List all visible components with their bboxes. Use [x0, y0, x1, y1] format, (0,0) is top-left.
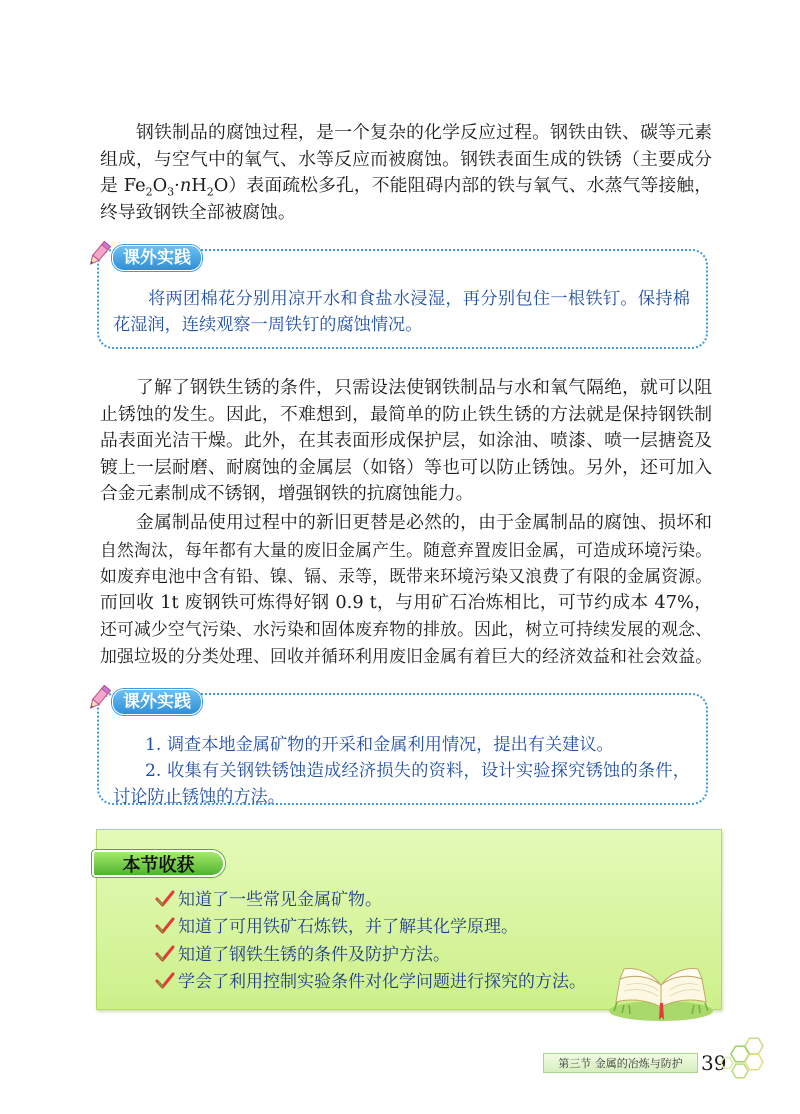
summary-item-text: 学会了利用控制实验条件对化学问题进行探究的方法。	[178, 972, 586, 992]
summary-item	[155, 887, 382, 913]
practice-label-1: 课外实践	[112, 245, 202, 271]
paragraph-3-line: 如废弃电池中含有铅、镍、镉、汞等，既带来环境污染又浪费了有限的金属资源。	[100, 566, 712, 586]
paragraph-2-line: 了解了钢铁生锈的条件，只需设法使钢铁制品与水和氧气隔绝，就可以阻	[136, 377, 712, 398]
practice-1-line: 将两团棉花分别用凉开水和食盐水浸湿，再分别包住一根铁钉。保持棉	[148, 289, 690, 309]
formula-prefix: 是	[100, 175, 124, 196]
check-icon	[155, 917, 175, 935]
footer-section-title: 第三节 金属的冶炼与防护	[543, 1053, 698, 1073]
pencil-icon	[84, 684, 114, 712]
check-icon	[155, 945, 175, 963]
paragraph-1-line: 组成，与空气中的氧气、水等反应而被腐蚀。钢铁表面生成的铁锈（主要成分	[100, 148, 712, 170]
summary-label: 本节收获	[92, 850, 225, 877]
paragraph-3-line: 而回收 1t 废钢铁可炼得好钢 0.9 t，与用矿石冶炼相比，可节约成本 47%，	[100, 591, 712, 613]
summary-item	[155, 914, 518, 940]
paragraph-3-line: 还可减少空气污染、水污染和固体废弃物的排放。因此，树立可持续发展的观念、	[100, 619, 712, 639]
paragraph-2-line: 品表面光洁干燥。此外，在其表面形成保护层，如涂油、喷漆、喷一层搪瓷及	[100, 430, 712, 451]
rust-formula: $Fe_2O_3\cdot nH_2O$	[123, 175, 229, 199]
check-icon	[155, 972, 175, 990]
summary-item-text: 知道了一些常见金属矿物。	[178, 890, 382, 910]
page-number: 39	[701, 1051, 727, 1075]
practice-1-line: 花湿润，连续观察一周铁钉的腐蚀情况。	[113, 315, 423, 335]
summary-item-text: 知道了可用铁矿石炼铁，并了解其化学原理。	[178, 917, 518, 937]
paragraph-1-line-with-formula	[100, 173, 712, 199]
paragraph-2-line: 止锈蚀的发生。因此，不难想到，最简单的防止铁生锈的方法就是保持钢铁制	[100, 403, 712, 425]
open-book-illustration	[606, 945, 716, 1023]
practice-2-line: 讨论防止锈蚀的方法。	[113, 787, 285, 807]
formula-suffix: ）表面疏松多孔，不能阻碍内部的铁与氧气、水蒸气等接触，	[228, 175, 712, 196]
hexagon-decoration	[720, 1036, 768, 1082]
paragraph-2-line: 镀上一层耐磨、耐腐蚀的金属层（如铬）等也可以防止锈蚀。另外，还可加入	[100, 456, 712, 478]
paragraph-3-line: 金属制品使用过程中的新旧更替是必然的，由于金属制品的腐蚀、损坏和	[136, 512, 712, 533]
check-icon	[155, 890, 175, 908]
paragraph-3-line: 加强垃圾的分类处理、回收并循环利用废旧金属有着巨大的经济效益和社会效益。	[100, 645, 712, 666]
summary-item	[155, 969, 586, 995]
summary-item	[155, 942, 450, 968]
pencil-icon	[84, 240, 114, 268]
paragraph-3-line: 自然淘汰，每年都有大量的废旧金属产生。随意弃置废旧金属，可造成环境污染。	[100, 539, 712, 560]
paragraph-2-line: 合金元素制成不锈钢，增强钢铁的抗腐蚀能力。	[100, 483, 474, 504]
paragraph-1-line: 钢铁制品的腐蚀过程，是一个复杂的化学反应过程。钢铁由铁、碳等元素	[136, 122, 712, 143]
paragraph-1-line: 终导致钢铁全部被腐蚀。	[100, 201, 296, 223]
practice-2-line: 2. 收集有关钢铁锈蚀造成经济损失的资料，设计实验探究锈蚀的条件，	[145, 761, 690, 781]
practice-label-2: 课外实践	[112, 689, 202, 715]
practice-2-line: 1. 调查本地金属矿物的开采和金属利用情况，提出有关建议。	[145, 735, 614, 755]
summary-item-text: 知道了钢铁生锈的条件及防护方法。	[178, 945, 450, 965]
